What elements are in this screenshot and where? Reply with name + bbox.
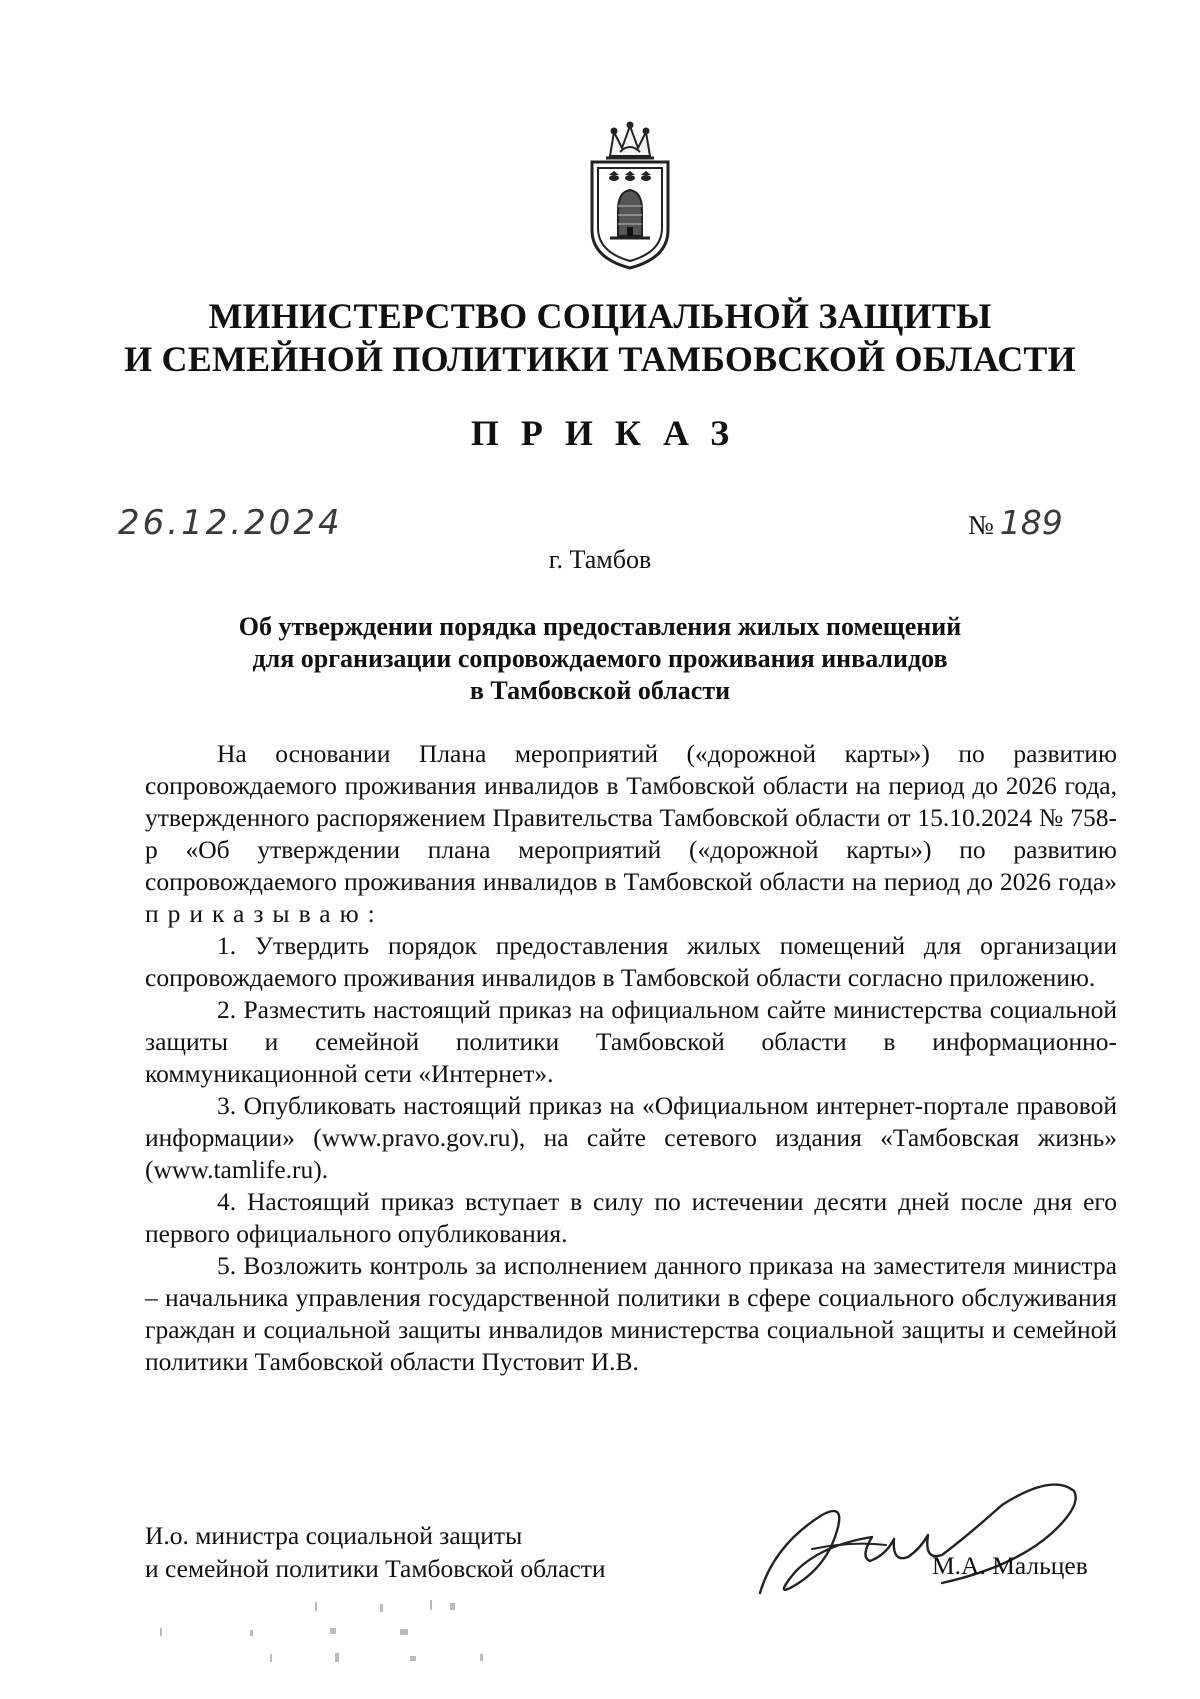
preamble-text: На основании Плана мероприятий («дорожной карты») по развитию сопровождаемого проживания инвалидов в Тамбовской области на период до 2026 года, утвержденного распоряжением Правительства Тамбовской области от 15.10.2024 № 758-р «Об утверждении плана мероприятий («дорожной карты») по развитию сопровождаемого проживания инвалидов в Тамбовской области на период до 2026 года» bbox=[145, 739, 1117, 896]
number-sign: № bbox=[968, 510, 994, 540]
signer-name: М.А. Мальцев bbox=[932, 1551, 1088, 1580]
order-city: г. Тамбов bbox=[548, 545, 652, 574]
signer-title-line2: и семейной политики Тамбовской области bbox=[145, 1554, 606, 1583]
preamble-paragraph bbox=[145, 738, 1117, 930]
ministry-name bbox=[0, 295, 1200, 381]
subject-line2: для организации сопровождаемого проживания инвалидов bbox=[252, 644, 948, 673]
order-title: ПРИКАЗ bbox=[470, 413, 752, 453]
subject-line3: в Тамбовской области bbox=[469, 676, 731, 705]
handwritten-signature-icon bbox=[752, 1475, 1082, 1605]
signer-title bbox=[145, 1519, 606, 1585]
order-date: 26.12.2024 bbox=[118, 503, 343, 543]
order-number bbox=[968, 503, 1063, 542]
signer-title-line1: И.о. министра социальной защиты bbox=[145, 1521, 523, 1550]
order-number-value: 189 bbox=[999, 503, 1063, 542]
ministry-name-line2: И СЕМЕЙНОЙ ПОЛИТИКИ ТАМБОВСКОЙ ОБЛАСТИ bbox=[124, 339, 1076, 379]
scan-noise bbox=[150, 1598, 600, 1668]
ministry-name-line1: МИНИСТЕРСТВО СОЦИАЛЬНОЙ ЗАЩИТЫ bbox=[208, 296, 992, 336]
order-item-3: 3. Опубликовать настоящий приказ на «Официальном интернет-портале правовой информации» (www.pravo.gov.ru), на сайте сетевого издания «Тамбовская жизнь» (www.tamlife.ru). bbox=[145, 1091, 1117, 1184]
order-item-1: 1. Утвердить порядок предоставления жилых помещений для организации сопровождаемого проживания инвалидов в Тамбовской области согласно приложению. bbox=[145, 931, 1117, 992]
order-body bbox=[145, 738, 1117, 1378]
order-item-5: 5. Возложить контроль за исполнением данного приказа на заместителя министра – начальника управления государственной политики в сфере социального обслуживания граждан и социальной защиты инвалидов министерства социальной защиты и семейной политики Тамбовской области Пустовит И.В. bbox=[145, 1251, 1117, 1376]
tambov-coat-of-arms-icon bbox=[580, 118, 680, 273]
order-item-2: 2. Разместить настоящий приказ на официальном сайте министерства социальной защиты и семейной политики Тамбовской области в информационно-коммуникационной сети «Интернет». bbox=[145, 995, 1117, 1088]
order-subject bbox=[0, 611, 1200, 707]
order-item-4: 4. Настоящий приказ вступает в силу по истечении десяти дней после дня его первого официального опубликования. bbox=[145, 1187, 1117, 1248]
order-word: приказываю: bbox=[145, 899, 384, 928]
subject-line1: Об утверждении порядка предоставления жилых помещений bbox=[238, 612, 962, 641]
